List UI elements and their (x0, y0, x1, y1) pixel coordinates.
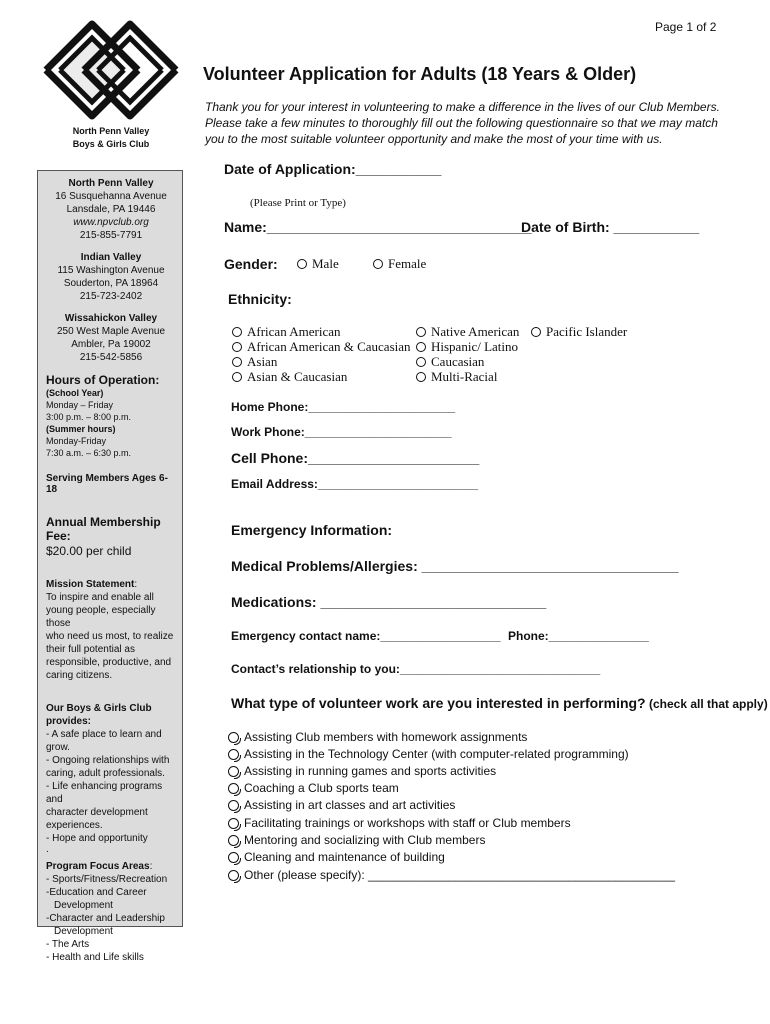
checkbox-icon (228, 852, 239, 863)
ethnicity-option-label: Asian & Caucasian (247, 369, 348, 384)
ethnicity-radio[interactable] (416, 324, 519, 340)
ethnicity-option-label: Pacific Islander (546, 324, 628, 339)
location-address: 115 Washington Avenue (57, 265, 165, 276)
work-option-label: Mentoring and socializing with Club members (244, 833, 486, 847)
medical-field[interactable]: Medical Problems/Allergies: _________________________________ (231, 558, 679, 574)
mission-line: caring citizens. (46, 670, 113, 681)
intro-text: Thank you for your interest in volunteering to make a difference in the lives of our Club Members. Please take a few minutes to thoroughly fill out the following questionnaire so that we may match you to the most suitable volunteer opportunity and make the most of your time with us. (205, 100, 720, 146)
focus-line: - The Arts (46, 939, 90, 950)
mission-line: responsible, productive, and (46, 657, 172, 668)
provides-heading: Our Boys & Girls Club provides: (46, 703, 152, 727)
focus-line: Development (54, 926, 113, 937)
radio-circle-icon (297, 259, 307, 269)
summer-label: (Summer hours) (46, 424, 116, 434)
ethnicity-radio[interactable] (416, 339, 518, 355)
work-option-label: Facilitating trainings or workshops with staff or Club members (244, 816, 571, 830)
checkbox-icon (228, 870, 239, 881)
ethnicity-option-label: African American (247, 324, 341, 339)
ethnicity-option-label: Multi-Racial (431, 369, 498, 384)
radio-circle-icon (416, 342, 426, 352)
page-number: Page 1 of 2 (655, 20, 717, 34)
mission-line: young people, especially those (46, 605, 156, 629)
work-option-checkbox[interactable] (228, 730, 527, 744)
club-provides (46, 702, 176, 854)
program-focus (46, 860, 176, 964)
ethnicity-radio[interactable] (416, 369, 497, 385)
radio-circle-icon (416, 357, 426, 367)
location-website: www.npvclub.org (73, 217, 149, 228)
focus-heading: Program Focus Areas (46, 861, 150, 872)
location-city: Souderton, PA 18964 (63, 278, 159, 289)
serving-ages: Serving Members Ages 6-18 (46, 473, 168, 495)
question-note-close: ) (763, 697, 768, 711)
cell-phone-field[interactable]: Cell Phone:______________________ (231, 450, 480, 466)
school-year-label: (School Year) (46, 388, 104, 398)
location-address: 16 Susquehanna Avenue (55, 191, 167, 202)
focus-colon: : (149, 861, 153, 872)
sidebar (37, 170, 183, 963)
print-note: (Please Print or Type) (250, 197, 346, 209)
focus-line: -Education and Career (46, 887, 147, 898)
ethnicity-radio[interactable] (232, 339, 411, 355)
emergency-info-heading: Emergency Information: (231, 522, 393, 538)
gender-label: Gender: (224, 256, 278, 272)
provides-line: grow. (46, 742, 70, 753)
location-wissahickon (46, 312, 176, 364)
location-name: Indian Valley (80, 252, 142, 263)
gender-female-radio[interactable] (373, 256, 426, 272)
gender-male-radio[interactable] (297, 256, 339, 272)
fee-heading: Annual Membership Fee: (46, 515, 161, 543)
work-option-label: Assisting in running games and sports activities (244, 764, 497, 778)
work-option-checkbox[interactable] (228, 747, 629, 761)
work-option-label: Assisting Club members with homework assignments (244, 730, 528, 744)
focus-line: Development (54, 900, 113, 911)
work-option-label: Assisting in the Technology Center (with computer-related programming) (244, 747, 629, 761)
school-days: Monday – Friday (46, 400, 114, 410)
date-of-birth-field[interactable]: Date of Birth: ___________ (521, 219, 700, 235)
ethnicity-label: Ethnicity: (228, 291, 292, 307)
location-phone: 215-542-5856 (79, 352, 143, 363)
volunteer-work-question (231, 695, 768, 711)
school-time: 3:00 p.m. – 8:00 p.m. (46, 412, 132, 422)
question-note-open: ( (645, 697, 653, 711)
mission-statement (46, 578, 176, 682)
home-phone-field[interactable]: Home Phone:______________________ (231, 400, 456, 414)
work-option-checkbox[interactable] (228, 781, 399, 795)
checkbox-icon (228, 783, 239, 794)
name-field[interactable]: Name:__________________________________ (224, 219, 532, 235)
focus-line: -Character and Leadership (46, 913, 165, 924)
question-text: What type of volunteer work are you interested in performing? (231, 695, 646, 711)
radio-circle-icon (531, 327, 541, 337)
checkbox-icon (228, 766, 239, 777)
radio-circle-icon (373, 259, 383, 269)
hours-detail (46, 387, 176, 459)
ethnicity-radio[interactable] (232, 324, 340, 340)
org-name (40, 125, 182, 151)
location-address: 250 West Maple Avenue (56, 326, 166, 337)
ethnicity-option-label: Asian (247, 354, 278, 369)
work-option-checkbox[interactable] (228, 764, 496, 778)
checkbox-icon (228, 818, 239, 829)
focus-line: - Sports/Fitness/Recreation (46, 874, 168, 885)
hours-heading: Hours of Operation: (46, 373, 160, 387)
location-city: Ambler, Pa 19002 (71, 339, 151, 350)
work-option-label: Cleaning and maintenance of building (244, 850, 445, 864)
gender-female-label: Female (388, 256, 427, 271)
radio-circle-icon (232, 357, 242, 367)
mission-line: who need us most, to realize (46, 631, 174, 642)
radio-circle-icon (232, 342, 242, 352)
org-name-line2: Boys & Girls Club (72, 139, 150, 149)
date-of-application-field[interactable]: Date of Application:___________ (224, 161, 442, 177)
provides-line: . (46, 844, 49, 855)
ethnicity-radio[interactable] (232, 354, 277, 370)
mission-colon: : (134, 579, 138, 590)
work-option-label: Other (please specify): ______________________________________________ (244, 868, 676, 882)
checkbox-icon (228, 835, 239, 846)
provides-line: character development (46, 807, 148, 818)
work-option-checkbox[interactable] (228, 850, 445, 864)
radio-circle-icon (232, 327, 242, 337)
location-phone: 215-723-2402 (79, 291, 143, 302)
page-title: Volunteer Application for Adults (18 Years & Older) (203, 64, 637, 84)
mission-line: their full potential as (46, 644, 135, 655)
work-option-label: Assisting in art classes and art activities (244, 798, 456, 812)
relationship-field[interactable]: Contact’s relationship to you:______________________________ (231, 662, 601, 676)
location-indian-valley (46, 251, 176, 303)
provides-line: - Life enhancing programs and (46, 781, 163, 805)
ethnicity-radio[interactable] (232, 369, 347, 385)
work-phone-field[interactable]: Work Phone:______________________ (231, 425, 452, 439)
mission-heading: Mission Statement (46, 579, 135, 590)
work-option-label: Coaching a Club sports team (244, 781, 399, 795)
ethnicity-radio[interactable] (531, 324, 627, 340)
radio-circle-icon (232, 372, 242, 382)
provides-line: caring, adult professionals. (46, 768, 165, 779)
location-name: North Penn Valley (68, 178, 154, 189)
location-name: Wissahickon Valley (64, 313, 158, 324)
ethnicity-option-label: Native American (431, 324, 520, 339)
provides-line: - A safe place to learn and (46, 729, 162, 740)
ethnicity-option-label: African American & Caucasian (247, 339, 411, 354)
provides-line: - Ongoing relationships with (46, 755, 170, 766)
focus-line: - Health and Life skills (46, 952, 144, 963)
location-north-penn (46, 177, 176, 242)
radio-circle-icon (416, 372, 426, 382)
club-logo-icon (40, 18, 182, 122)
location-city: Lansdale, PA 19446 (66, 204, 156, 215)
fee-value: $20.00 per child (46, 544, 132, 558)
summer-time: 7:30 a.m. – 6:30 p.m. (46, 448, 132, 458)
summer-days: Monday-Friday (46, 436, 107, 446)
org-name-line1: North Penn Valley (72, 126, 150, 136)
checkbox-icon (228, 732, 239, 743)
ethnicity-option-label: Hispanic/ Latino (431, 339, 519, 354)
provides-line: experiences. (46, 820, 103, 831)
ethnicity-radio[interactable] (416, 354, 484, 370)
emergency-contact-field[interactable]: Emergency contact name:__________________ (231, 629, 501, 643)
radio-circle-icon (416, 327, 426, 337)
gender-male-label: Male (312, 256, 339, 271)
work-option-checkbox[interactable] (228, 798, 455, 812)
provides-line: - Hope and opportunity (46, 833, 148, 844)
work-option-checkbox[interactable] (228, 868, 675, 882)
work-option-checkbox[interactable] (228, 833, 485, 847)
location-phone: 215-855-7791 (79, 230, 143, 241)
email-field[interactable]: Email Address:________________________ (231, 477, 479, 491)
question-note: check all that apply (652, 697, 764, 711)
work-option-checkbox[interactable] (228, 816, 571, 830)
ethnicity-option-label: Caucasian (431, 354, 485, 369)
checkbox-icon (228, 800, 239, 811)
mission-line: To inspire and enable all (46, 592, 154, 603)
checkbox-icon (228, 749, 239, 760)
emergency-phone-field[interactable]: Phone:_______________ (508, 629, 649, 643)
medications-field[interactable]: Medications: _____________________________ (231, 594, 547, 610)
